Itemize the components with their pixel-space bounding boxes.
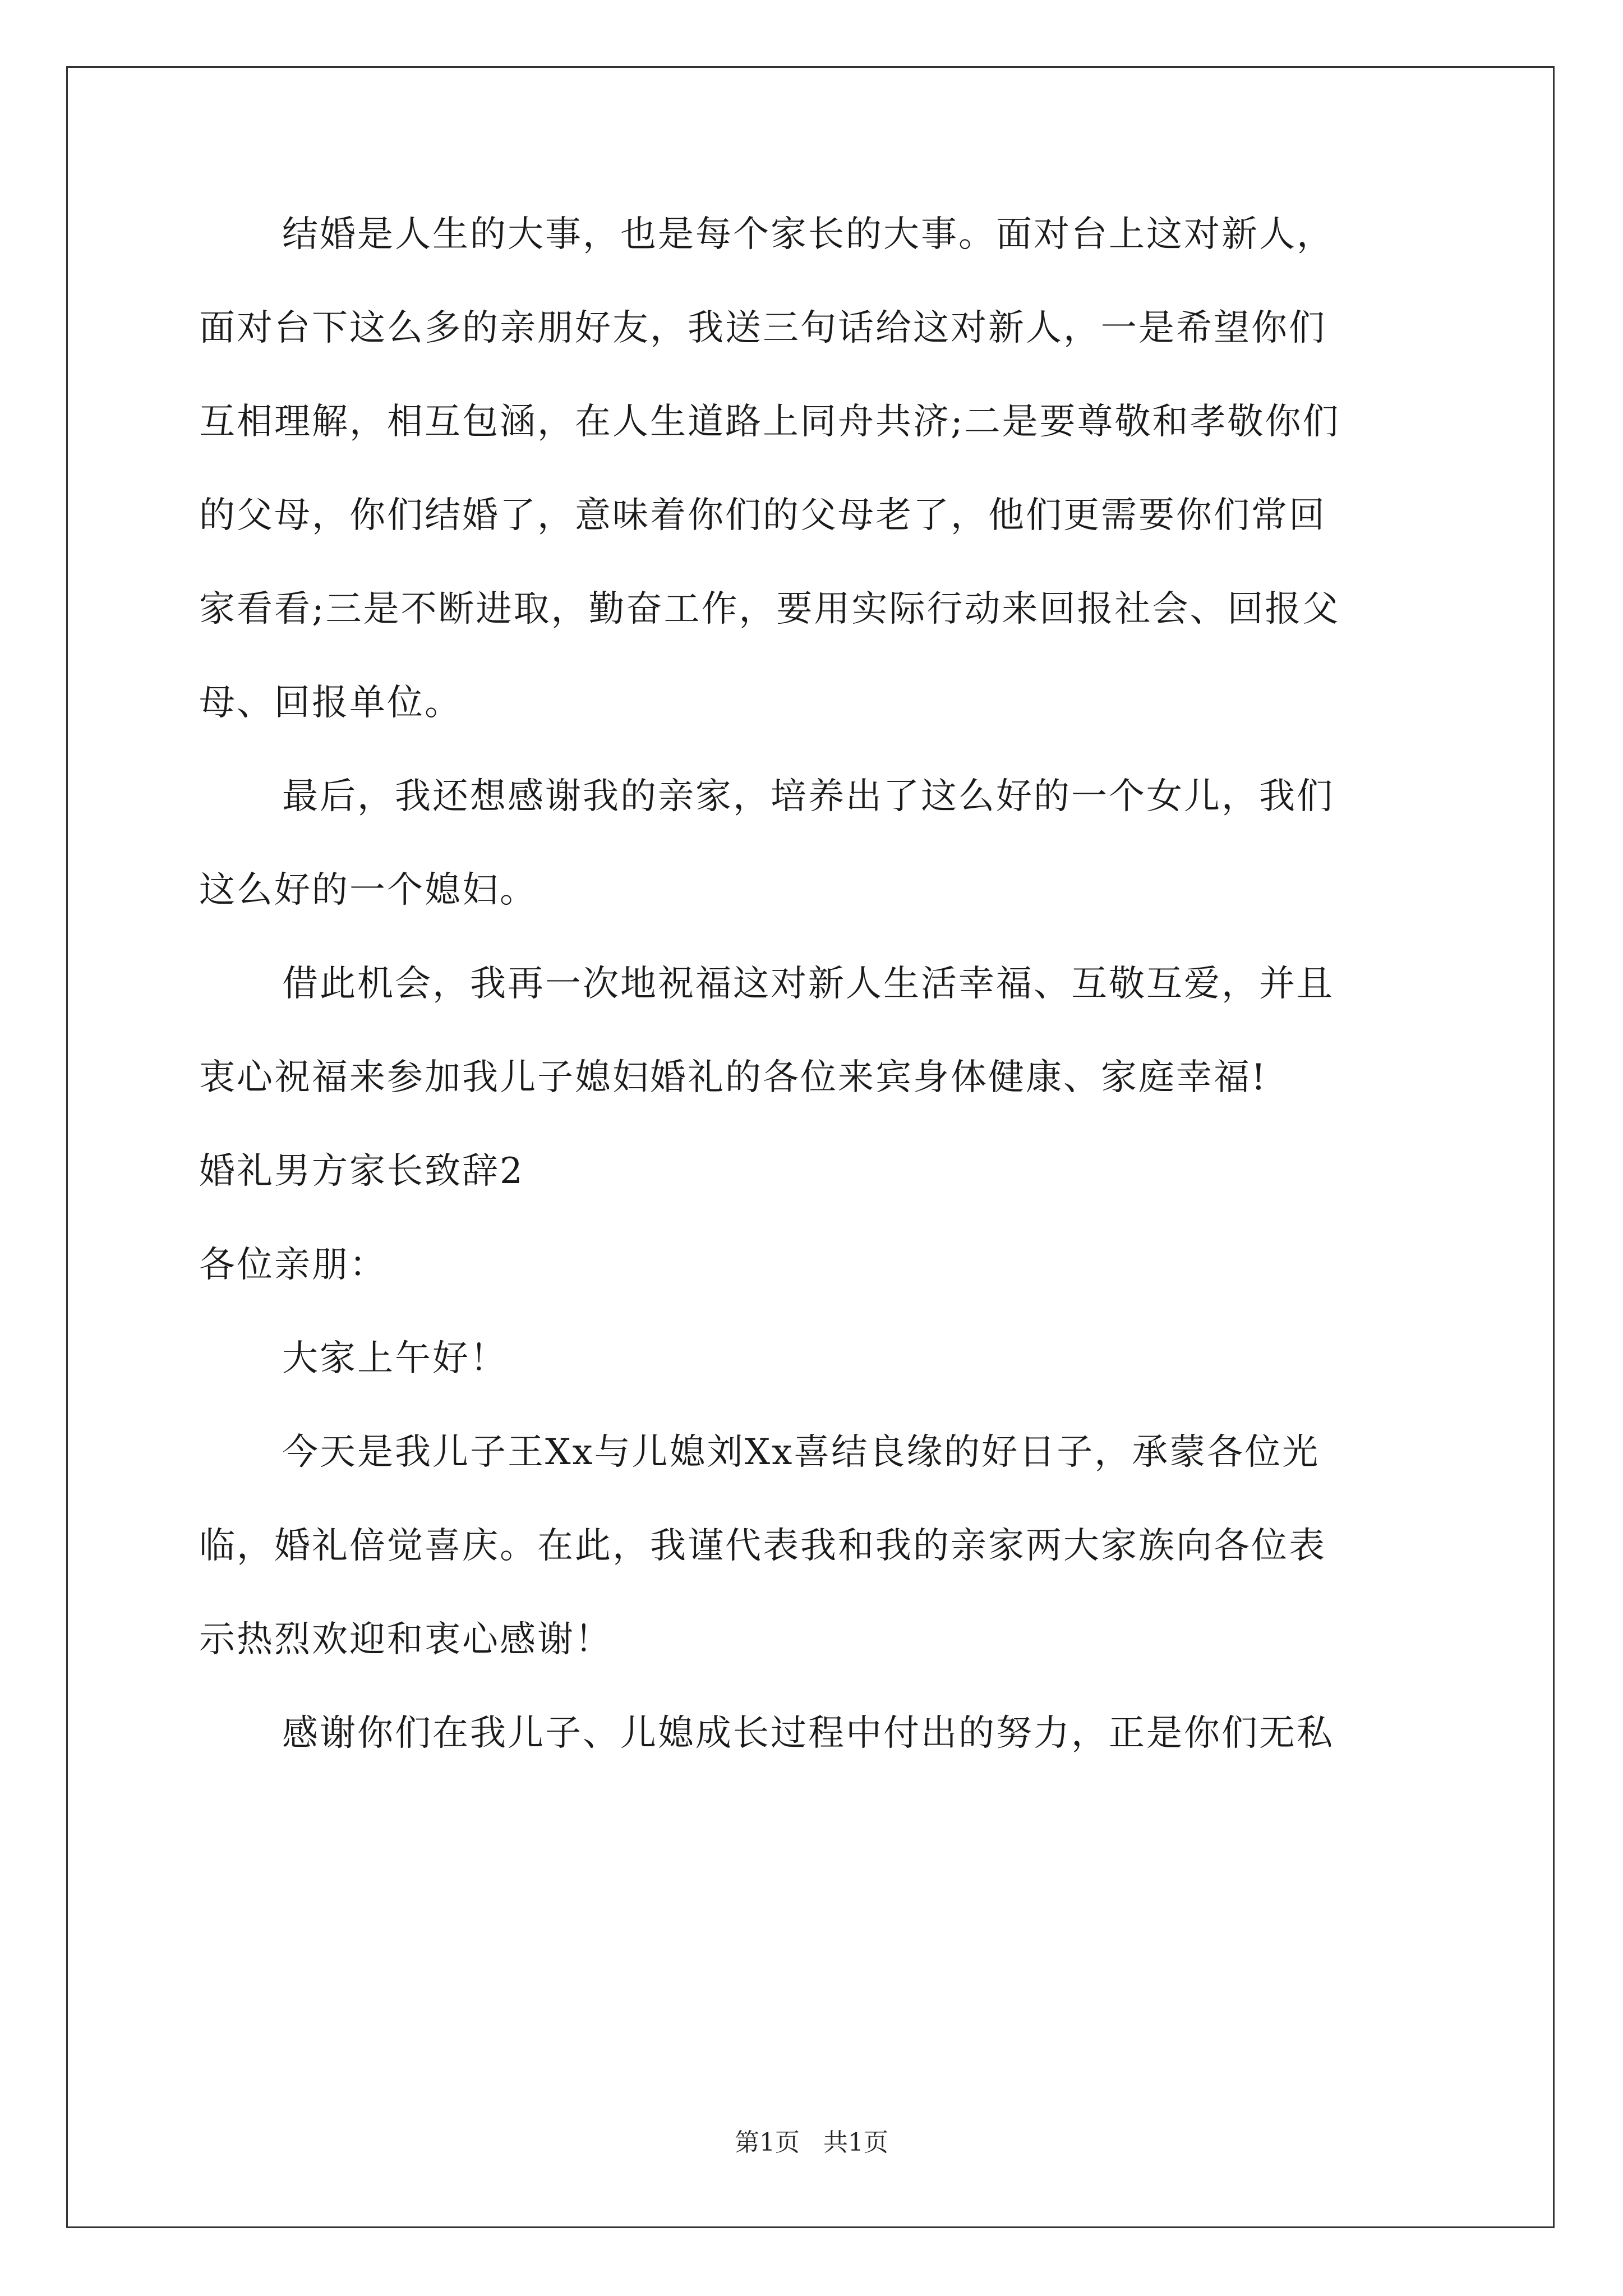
paragraph-2-line-2: 这么好的一个媳妇。 <box>199 869 537 911</box>
section-heading: 婚礼男方家长致辞2 <box>199 1151 524 1192</box>
page-footer <box>0 2127 1623 2159</box>
paragraph-4-line-2: 临，婚礼倍觉喜庆。在此，我谨代表我和我的亲家两大家族向各位表 <box>199 1525 1326 1567</box>
paragraph-4-line-3: 示热烈欢迎和衷心感谢！ <box>199 1619 612 1660</box>
salutation: 各位亲朋： <box>199 1244 387 1286</box>
paragraph-1-line-3: 互相理解，相互包涵，在人生道路上同舟共济;二是要尊敬和孝敬你们 <box>199 401 1340 443</box>
page-border <box>66 66 1555 2228</box>
page-total: 共1页 <box>823 2128 888 2157</box>
paragraph-3-line-2: 衷心祝福来参加我儿子媳妇婚礼的各位来宾身体健康、家庭幸福! <box>199 1057 1267 1098</box>
greeting: 大家上午好！ <box>282 1338 508 1379</box>
page-number: 第1页 <box>735 2128 800 2157</box>
paragraph-1-line-5: 家看看;三是不断进取，勤奋工作，要用实际行动来回报社会、回报父 <box>199 588 1340 630</box>
paragraph-1-line-6: 母、回报单位。 <box>199 682 462 724</box>
paragraph-1-line-1: 结婚是人生的大事，也是每个家长的大事。面对台上这对新人， <box>282 214 1334 255</box>
paragraph-2-line-1: 最后，我还想感谢我的亲家，培养出了这么好的一个女儿，我们 <box>282 776 1334 817</box>
paragraph-5-line-1: 感谢你们在我儿子、儿媳成长过程中付出的努力，正是你们无私 <box>282 1713 1334 1754</box>
paragraph-4-line-1: 今天是我儿子王Xx与儿媳刘Xx喜结良缘的好日子，承蒙各位光 <box>282 1432 1320 1473</box>
paragraph-1-line-4: 的父母，你们结婚了，意味着你们的父母老了，他们更需要你们常回 <box>199 495 1326 536</box>
paragraph-3-line-1: 借此机会，我再一次地祝福这对新人生活幸福、互敬互爱，并且 <box>282 963 1334 1005</box>
paragraph-1-line-2: 面对台下这么多的亲朋好友，我送三句话给这对新人，一是希望你们 <box>199 307 1326 349</box>
